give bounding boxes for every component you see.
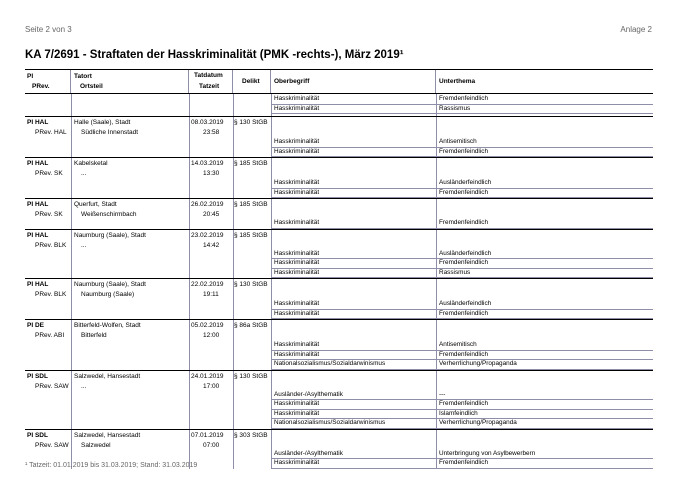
incident-offense: § 130 StGB [234,119,268,126]
incident-prev: PRev. HAL [35,129,67,136]
incident-ortsteil: Südliche Innenstadt [81,129,139,136]
theme-row [272,147,653,158]
header-prev: PRev. [32,83,50,90]
oberbegriff-cell: Hasskriminalität [274,400,320,407]
incident-offense: § 185 StGB [234,201,268,208]
incident-prev: PRev. BLK [35,241,67,249]
oberbegriff-cell: Nationalsozialismus/Sozialdarwinismus [274,360,386,367]
incident-pi: PI HAL [27,160,49,167]
oberbegriff-cell: Hasskriminalität [274,341,320,348]
incident-date: 23.02.2019 [191,231,224,239]
header-tatort: Tatort [74,73,92,80]
incident-offense: § 130 StGB [234,372,268,380]
header-tatzeit: Tatzeit [199,83,220,90]
oberbegriff-cell: Hasskriminalität [274,219,320,226]
unterthema-cell: Verherrlichung/Propaganda [439,419,517,426]
unterthema-cell: Islamfeindlich [439,409,478,417]
incident-date: 05.02.2019 [191,322,224,329]
oberbegriff-cell: Hasskriminalität [274,268,320,276]
unterthema-cell: --- [439,390,446,398]
oberbegriff-cell: Hasskriminalität [274,138,320,145]
col-datum-header [189,70,233,93]
oberbegriff-cell: Ausländer-/Asylthematik [274,449,343,457]
table-header [25,70,653,94]
unterthema-cell: Fremdenfeindlich [439,350,489,358]
oberbegriff-cell: Hasskriminalität [274,188,320,196]
unterthema-cell: Antisemitisch [439,138,477,145]
incident-offense: § 185 StGB [234,231,268,239]
oberbegriff-cell: Hasskriminalität [274,350,320,358]
oberbegriff-cell: Hasskriminalität [274,300,320,307]
col-unterthema-header [436,70,653,93]
table-body [25,94,653,469]
incident-ortsteil: ... [81,241,87,249]
unterthema-cell: Fremdenfeindlich [439,309,489,317]
oberbegriff-cell: Hasskriminalität [274,104,320,112]
incident-tatort: Salzwedel, Hansestadt [74,431,141,439]
incident-tatort: Naumburg (Saale), Stadt [74,281,146,288]
unterthema-cell: Ausländerfeindlich [439,300,492,307]
theme-row [272,218,653,229]
incident-group [25,94,653,117]
theme-row [272,268,653,279]
oberbegriff-cell: Hasskriminalität [274,309,320,317]
incident-group [25,371,653,430]
incident-pi: PI SDL [27,431,48,439]
incident-ortsteil: Bitterfeld [81,332,107,339]
incident-date: 26.02.2019 [191,201,224,208]
oberbegriff-cell: Hasskriminalität [274,147,320,155]
incident-tatort: Kabelsketal [74,160,108,167]
page-number: Seite 2 von 3 [25,25,72,34]
incident-tatort: Naumburg (Saale), Stadt [74,231,146,239]
incident-date: 14.03.2019 [191,160,224,167]
unterthema-cell: Unterbringung von Asylbewerbern [439,449,536,457]
unterthema-cell: Ausländerfeindlich [439,179,492,186]
document-title: KA 7/2691 - Straftaten der Hasskriminalität (PMK -rechts-), März 2019¹ [25,49,404,61]
incident-time: 13:30 [203,170,220,177]
incident-date: 07.01.2019 [191,431,224,439]
attachment-label: Anlage 2 [620,25,652,34]
col-tatort-header [71,70,189,93]
theme-row [272,188,653,199]
unterthema-cell: Fremdenfeindlich [439,259,489,266]
oberbegriff-cell: Nationalsozialismus/Sozialdarwinismus [274,419,386,426]
oberbegriff-cell: Hasskriminalität [274,259,320,266]
incident-offense: § 185 StGB [234,160,268,167]
header-ortsteil: Ortsteil [80,83,103,90]
incident-date: 08.03.2019 [191,119,224,126]
incident-prev: PRev. SK [35,170,63,177]
theme-row [272,359,653,370]
unterthema-cell: Antisemitisch [439,341,477,348]
unterthema-cell: Rassismus [439,104,471,112]
incident-ortsteil: ... [81,382,87,390]
incident-offense: § 86a StGB [234,322,268,329]
incident-pi: PI HAL [27,119,49,126]
oberbegriff-cell: Ausländer-/Asylthematik [274,390,343,398]
incident-ortsteil: Salzwedel [81,441,111,449]
incident-group [25,199,653,230]
theme-row [272,104,653,115]
incident-prev: PRev. BLK [35,291,67,298]
incident-pi: PI DE [27,322,44,329]
header-pi: PI [27,73,34,80]
incident-time: 19:11 [203,291,219,298]
incident-offense: § 130 StGB [234,281,268,288]
incident-tatort: Salzwedel, Hansestadt [74,372,141,380]
incident-time: 20:45 [203,211,220,218]
incident-ortsteil: ... [81,170,87,177]
oberbegriff-cell: Hasskriminalität [274,179,320,186]
incident-tatort: Bitterfeld-Wolfen, Stadt [74,322,141,329]
incident-tatort: Querfurt, Stadt [74,201,117,208]
oberbegriff-cell: Hasskriminalität [274,409,320,417]
incident-prev: PRev. SK [35,211,63,218]
theme-row [272,418,653,429]
oberbegriff-cell: Hasskriminalität [274,459,320,466]
unterthema-cell: Fremdenfeindlich [439,95,489,102]
oberbegriff-cell: Hasskriminalität [274,95,320,102]
incident-pi: PI SDL [27,372,48,380]
col-delikt-header [233,70,271,93]
unterthema-cell: Rassismus [439,268,471,276]
incident-offense: § 303 StGB [234,431,268,439]
incident-date: 22.02.2019 [191,281,224,288]
incident-pi: PI HAL [27,231,49,239]
footnote: ¹ Tatzeit: 01.01.2019 bis 31.03.2019; Stand: 31.03.2019 [25,462,198,469]
incident-time: 17:00 [203,382,220,390]
incident-time: 14:42 [203,241,220,249]
header-delikt: Delikt [242,78,260,85]
incident-group [25,320,653,371]
incident-prev: PRev. ABI [35,332,65,339]
col-oberbegriff-header [271,70,436,93]
unterthema-cell: Fremdenfeindlich [439,188,489,196]
incident-group [25,158,653,199]
incident-prev: PRev. SAW [35,441,69,449]
header-unterthema: Unterthema [439,78,476,85]
theme-row [272,458,653,469]
unterthema-cell: Fremdenfeindlich [439,147,489,155]
incident-time: 23:58 [203,129,220,136]
incident-ortsteil: Weißenschirmbach [81,211,137,218]
incident-ortsteil: Naumburg (Saale) [81,291,135,298]
incident-group [25,117,653,158]
unterthema-cell: Fremdenfeindlich [439,459,489,466]
theme-row [272,309,653,320]
oberbegriff-cell: Hasskriminalität [274,249,320,257]
unterthema-cell: Fremdenfeindlich [439,219,489,226]
header-tatdatum: Tatdatum [194,72,223,79]
incident-time: 12:00 [203,332,220,339]
incident-group [25,279,653,320]
unterthema-cell: Fremdenfeindlich [439,400,489,407]
incident-tatort: Halle (Saale), Stadt [74,119,131,126]
unterthema-cell: Ausländerfeindlich [439,249,492,257]
col-pi-header [25,70,71,93]
crime-table [25,69,653,469]
header-oberbegriff: Oberbegriff [274,78,310,85]
incident-pi: PI HAL [27,281,49,288]
incident-prev: PRev. SAW [35,382,69,390]
incident-date: 24.01.2019 [191,372,224,380]
incident-pi: PI HAL [27,201,49,208]
unterthema-cell: Verherrlichung/Propaganda [439,360,517,367]
incident-group [25,230,653,280]
incident-time: 07:00 [203,441,220,449]
